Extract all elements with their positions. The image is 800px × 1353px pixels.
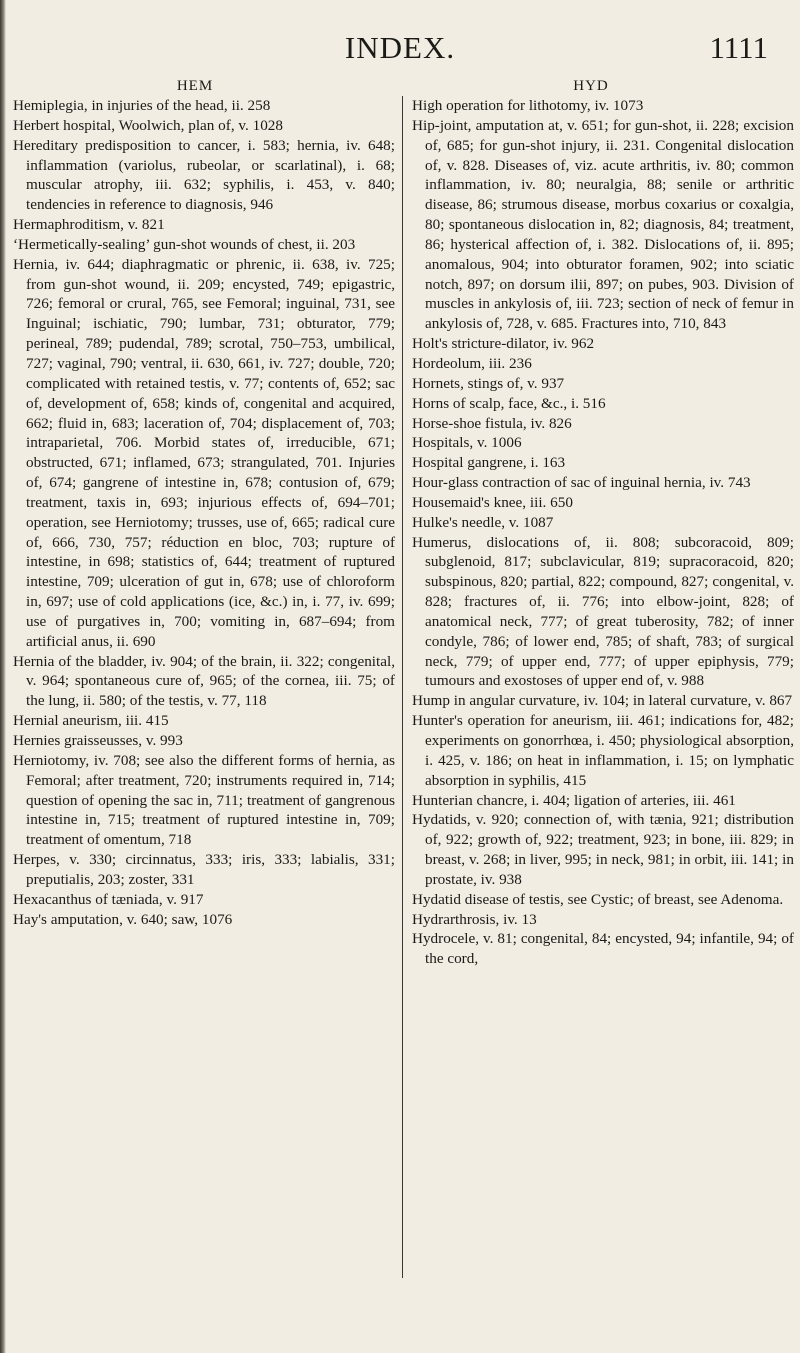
index-entry: Hip-joint, amputation at, v. 651; for gun-shot, ii. 228; excision of, 685; for gun-shot injury, ii. 231. Congenital dislocation of, v. 828. Diseases of, viz. acute arthritis, iv. 80; common inflammation, iv. 80; neuralgia, 88; senile or arthritic disease, 86; strumous disease, morbus coxarius or coxalgia, 80; spontaneous dislocation in, 82; diagnosis, 84; treatment, 86; hysterical affection of, i. 382. Dislocations of, ii. 895; anomalous, 904; into obturator foramen, 902; into sciatic notch, 897; on dorsum ilii, 897; on pubes, 903. Division of muscles in ankylosis of, iii. 723; section of neck of femur in ankylosis of, 728, v. 685. Fractures into, 710, 843 [412, 116, 794, 333]
index-entry: Hexacanthus of tæniada, v. 917 [13, 890, 204, 908]
index-entry: Hospitals, v. 1006 [412, 434, 522, 452]
index-entry: Hernies graisseusses, v. 993 [13, 732, 183, 749]
index-entry: Hump in angular curvature, iv. 104; in lateral curvature, v. 867 [412, 692, 793, 710]
index-entry: Hydatid disease of testis, see Cystic; of breast, see Adenoma. [412, 890, 784, 908]
index-entry: Hordeolum, iii. 236 [412, 354, 532, 372]
page-number: 1111 [709, 30, 768, 65]
index-entry: Hospital gangrene, i. 163 [412, 454, 566, 472]
index-entry: Hydrocele, v. 81; congenital, 84; encysted, 94; infantile, 94; of the cord, [412, 930, 794, 968]
index-entry: Hereditary predisposition to cancer, i. 583; hernia, iv. 648; inflammation (variolus, rubeolar, or scarlatinal), i. 68; muscular atrophy, iii. 632; syphilis, i. 453, v. 840; tendencies in reference to diagnosis, 946 [13, 136, 395, 214]
index-entry: Herniotomy, iv. 708; see also the different forms of hernia, as Femoral; after treatment, 720; instruments required in, 714; question of opening the sac in, 711; treatment of gangrenous intestine in, 715; treatment of ruptured intestine in, 709; treatment of omentum, 718 [13, 751, 395, 849]
index-entry: Hydatids, v. 920; connection of, with tænia, 921; distribution of, 922; growth of, 922; treatment, 923; in bone, iii. 829; in breast, v. 268; in liver, 995; in neck, 981; in orbit, iii. 141; in prostate, iv. 938 [412, 811, 794, 888]
index-entry: Herpes, v. 330; circinnatus, 333; iris, 333; labialis, 331; preputialis, 203; zoster, 331 [13, 851, 395, 888]
index-entry: Horse-shoe fistula, iv. 826 [412, 414, 572, 432]
index-entry: Hay's amputation, v. 640; saw, 1076 [13, 910, 233, 928]
index-entry: Housemaid's knee, iii. 650 [412, 493, 573, 511]
index-entry: Hour-glass contraction of sac of inguinal hernia, iv. 743 [412, 474, 751, 492]
index-entry: Hulke's needle, v. 1087 [412, 513, 554, 531]
index-entry: Horns of scalp, face, &c., i. 516 [412, 394, 606, 412]
index-entry: Hernia of the bladder, iv. 904; of the brain, ii. 322; congenital, v. 964; spontaneous cure of, 965; of the cornea, iii. 75; of the lung, ii. 580; of the testis, v. 77, 118 [13, 652, 395, 710]
index-entry: Herbert hospital, Woolwich, plan of, v. 1028 [13, 116, 283, 134]
page-binding-edge [0, 0, 6, 1353]
right-column-head: HYD [573, 78, 609, 94]
index-entry: Hernia, iv. 644; diaphragmatic or phrenic, ii. 638, iv. 725; from gun-shot wound, ii. 209; encysted, 749; epigastric, 726; femoral or crural, 765, see Femoral; inguinal, 731, see Inguinal; ischiatic, 790; lumbar, 731; obturator, 779; perineal, 789; pudendal, 789; scrotal, 750–753, umbilical, 727; vaginal, 790; ventral, ii. 630, 661, iv. 727; double, 720; complicated with retained testis, v. 77; contents of, 652; sac of, development of, 658; kinds of, congenital and acquired, 662; fluid in, 683; laceration of, 704; displacement of, 703; intraparietal, 706. Morbid states of, irreducible, 671; obstructed, 671; inflamed, 673; strangulated, 701. Injuries of, 674; gangrene of intestine in, 678; contusion of, 679; treatment, taxis in, 693; injurious effects of, 694–701; operation, see Herniotomy; trusses, use of, 665; radical cure of, 666, 730, 757; réduction en bloc, 703; rupture of intestine, in 698; statistics of, 644; treatment of ruptured intestine, 709; ulceration of gut in, 678; use of chloroform in, 697; use of cold applications (ice, &c.) in, i. 77, iv. 699; use of purgatives in, 700; vomiting in, 687–694; from artificial anus, ii. 690 [13, 255, 395, 650]
column-divider [402, 96, 403, 1278]
left-column-head: HEM [176, 78, 214, 94]
index-entry: Hydrarthrosis, iv. 13 [412, 910, 537, 928]
right-column [412, 96, 794, 969]
index-entry: ‘Hermetically-sealing’ gun-shot wounds of chest, ii. 203 [13, 235, 356, 253]
index-entry: Humerus, dislocations of, ii. 808; subcoracoid, 809; subglenoid, 817; subclavicular, 819; supracoracoid, 820; subspinous, 820; partial, 822; compound, 827; congenital, v. 828; fractures of, ii. 776; into elbow-joint, 828; of anatomical neck, 777; of great tuberosity, 782; of inner condyle, 786; of lower end, 785; of shaft, 783; of surgical neck, 779; of upper end, 777; of upper epiphysis, 779; tumours and exostoses of upper end of, v. 988 [412, 533, 794, 690]
index-entry: Holt's stricture-dilator, iv. 962 [412, 335, 595, 353]
page-title: INDEX. [344, 30, 456, 65]
index-entry: Hemiplegia, in injuries of the head, ii. 258 [13, 97, 271, 114]
index-entry: Hunter's operation for aneurism, iii. 461; indications for, 482; experiments on gonorrhœa, i. 450; physiological absorption, i. 425, v. 186; on heat in inflammation, i. 15; on lymphatic absorption in syphilis, 415 [412, 712, 794, 789]
index-entry: Hermaphroditism, v. 821 [13, 216, 165, 234]
index-entry: High operation for lithotomy, iv. 1073 [412, 97, 644, 114]
index-entry: Hernial aneurism, iii. 415 [13, 712, 169, 730]
index-entry: Hornets, stings of, v. 937 [412, 374, 565, 392]
left-column [13, 96, 395, 929]
index-entry: Hunterian chancre, i. 404; ligation of arteries, iii. 461 [412, 791, 736, 809]
